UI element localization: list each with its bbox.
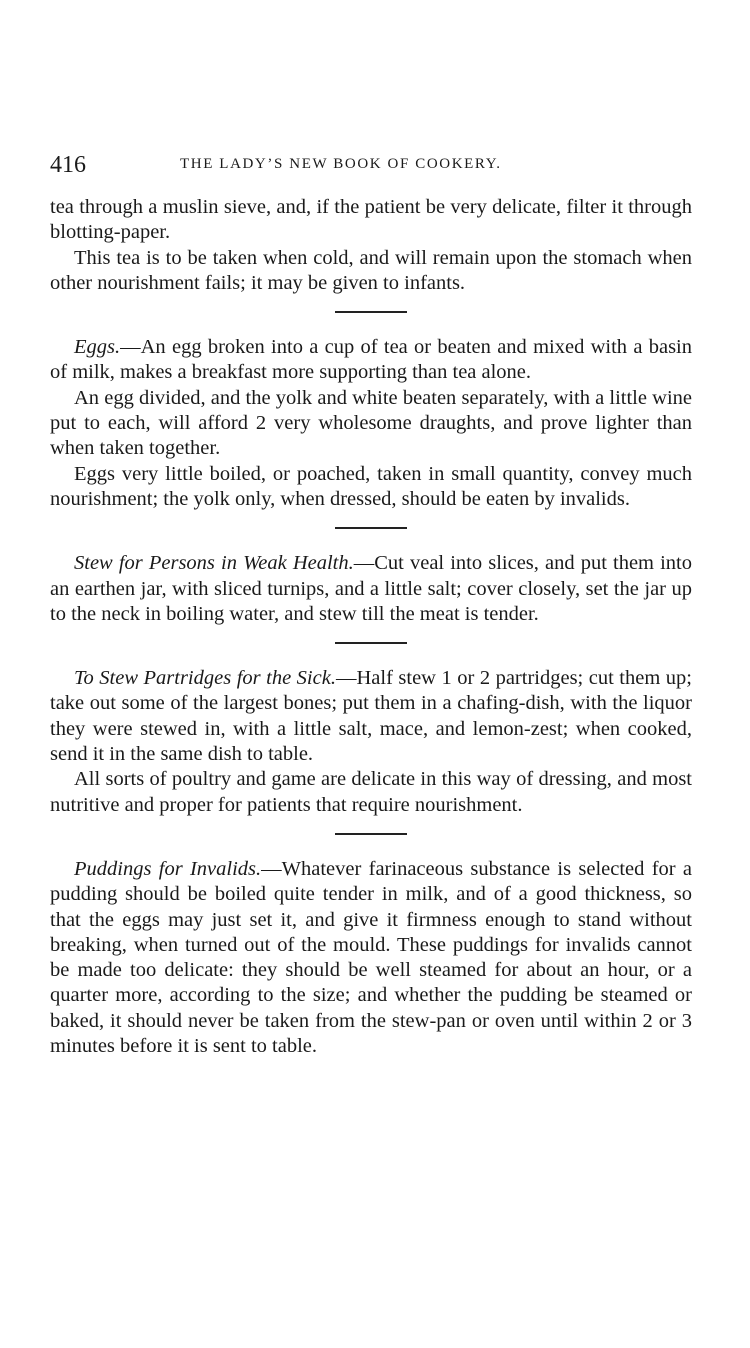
puddings-section <box>50 857 692 1059</box>
stew-paragraph <box>50 551 692 627</box>
stew-text: —Cut veal into slices, and put them into an earthen jar, with sliced turnips, and a little salt; cover closely, set the jar up to the neck in boiling water, and stew till the meat is tender. <box>50 552 693 625</box>
tea-section <box>50 195 692 296</box>
puddings-title: Puddings for Invalids. <box>74 857 262 880</box>
stew-title: Stew for Persons in Weak Health. <box>74 552 354 575</box>
partridges-section <box>50 666 692 818</box>
puddings-paragraph <box>50 857 692 1059</box>
eggs-paragraph-3: Eggs very little boiled, or poached, taken in small quantity, convey much nourishment; the yolk only, when dressed, should be eaten by invalids. <box>50 462 692 510</box>
eggs-section <box>50 335 692 512</box>
stew-section <box>50 551 692 627</box>
eggs-text-1: —An egg broken into a cup of tea or beaten and mixed with a basin of milk, makes a breakfast more supporting than tea alone. <box>50 336 692 384</box>
partridges-paragraph-1 <box>50 666 692 767</box>
section-divider <box>335 833 407 835</box>
partridges-title: To Stew Partridges for the Sick. <box>74 667 336 690</box>
eggs-paragraph-2: An egg divided, and the yolk and white beaten separately, with a little wine put to each, will afford 2 very wholesome draughts, and prove lighter than when taken together. <box>50 386 692 460</box>
eggs-paragraph-1 <box>50 335 692 386</box>
tea-paragraph: This tea is to be taken when cold, and will remain upon the stomach when other nourishment fails; it may be given to infants. <box>50 246 692 294</box>
tea-paragraph-continued: tea through a muslin sieve, and, if the patient be very delicate, filter it through blotting-paper. <box>50 196 692 244</box>
section-divider <box>335 311 407 313</box>
running-title: THE LADY’S NEW BOOK OF COOKERY. <box>180 156 502 172</box>
eggs-title: Eggs. <box>74 336 121 359</box>
section-divider <box>335 642 407 644</box>
book-page <box>50 150 692 1059</box>
partridges-text-1: —Half stew 1 or 2 partridges; cut them up; take out some of the largest bones; put them in a chafing-dish, with the liquor they were stewed in, with a little salt, mace, and lemon-zest; when cooked, send it in the same dish to table. <box>50 667 693 766</box>
partridges-paragraph-2: All sorts of poultry and game are delicate in this way of dressing, and most nutritive and proper for patients that require nourishment. <box>50 768 692 816</box>
page-number: 416 <box>50 152 86 178</box>
section-divider <box>335 527 407 529</box>
running-head <box>50 150 692 184</box>
puddings-text: —Whatever farinaceous substance is selected for a pudding should be boiled quite tender in milk, and of a good thickness, so that the eggs may just set it, and give it firmness enough to stand without breaking, when turned out of the mould. These puddings for invalids cannot be made too delicate: they should be well steamed for about an hour, or a quarter more, according to the size; and whether the pudding be steamed or baked, it should never be taken from the stew-pan or oven until within 2 or 3 minutes before it is sent to table. <box>50 857 693 1058</box>
